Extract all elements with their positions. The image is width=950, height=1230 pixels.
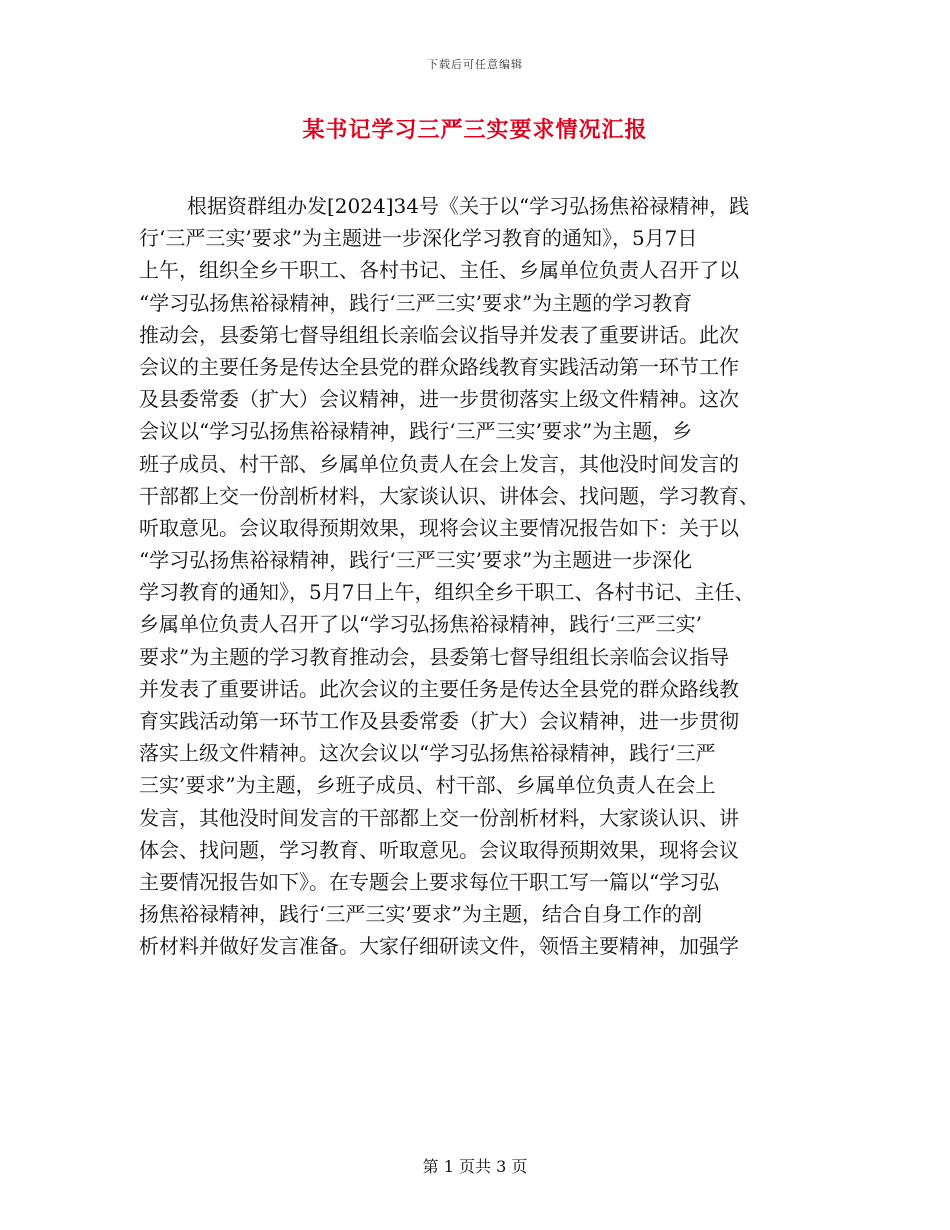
body-line: 乡属单位负责人召开了以“学习弘扬焦裕禄精神，践行‘三严三实’: [139, 612, 702, 637]
body-line: 扬焦裕禄精神，践行‘三严三实’要求”为主题，结合自身工作的剖: [139, 902, 702, 927]
body-line: 会议以“学习弘扬焦裕禄精神，践行‘三严三实’要求”为主题，乡: [139, 419, 693, 444]
body-line: 会议的主要任务是传达全县党的群众路线教育实践活动第一环节工作: [139, 354, 739, 379]
body-line: 干部都上交一份剖析材料，大家谈认识、讲体会、找问题，学习教育、: [139, 483, 759, 508]
body-line: 析材料并做好发言准备。大家仔细研读文件，领悟主要精神，加强学: [139, 934, 739, 959]
document-title: 某书记学习三严三实要求情况汇报: [302, 117, 648, 143]
body-line: 并发表了重要讲话。此次会议的主要任务是传达全县党的群众路线教: [139, 676, 739, 701]
body-line: “学习弘扬焦裕禄精神，践行‘三严三实’要求”为主题进一步深化: [139, 548, 693, 573]
body-line: 上午，组织全乡干职工、各村书记、主任、乡属单位负责人召开了以: [139, 258, 739, 283]
page-number: 第 1 页共 3 页: [422, 1157, 528, 1176]
body-line: 听取意见。会议取得预期效果，现将会议主要情况报告如下：关于以: [139, 515, 739, 540]
body-line: 班子成员、村干部、乡属单位负责人在会上发言，其他没时间发言的: [139, 451, 739, 476]
body-line: 要求”为主题的学习教育推动会，县委第七督导组组长亲临会议指导: [139, 644, 730, 669]
body-line: 根据资群组办发[2024]34号《关于以“学习弘扬焦裕禄精神，践: [187, 194, 750, 218]
body-line: 主要情况报告如下》。在专题会上要求每位干职工写一篇以“学习弘: [139, 869, 720, 894]
body-line: 体会、找问题，学习教育、听取意见。会议取得预期效果，现将会议: [139, 837, 739, 862]
header-note: 下载后可任意编辑: [427, 58, 523, 71]
body-line: 育实践活动第一环节工作及县委常委（扩大）会议精神，进一步贯彻: [139, 709, 739, 733]
body-line: 行‘三严三实’要求”为主题进一步深化学习教育的通知》，5月7日: [139, 226, 698, 251]
body-line: 推动会，县委第七督导组组长亲临会议指导并发表了重要讲话。此次: [139, 322, 739, 347]
body-line: 及县委常委（扩大）会议精神，进一步贯彻落实上级文件精神。这次: [139, 387, 739, 412]
body-line: 落实上级文件精神。这次会议以“学习弘扬焦裕禄精神，践行‘三严: [139, 741, 716, 766]
body-line: “学习弘扬焦裕禄精神，践行‘三严三实’要求”为主题的学习教育: [139, 290, 693, 315]
document-body: [139, 190, 819, 963]
body-line: 三实’要求”为主题，乡班子成员、村干部、乡属单位负责人在会上: [139, 773, 716, 798]
body-line: 发言，其他没时间发言的干部都上交一份剖析材料，大家谈认识、讲: [139, 805, 739, 830]
body-line: 学习教育的通知》，5月7日上午，组织全乡干职工、各村书记、主任、: [139, 580, 755, 605]
